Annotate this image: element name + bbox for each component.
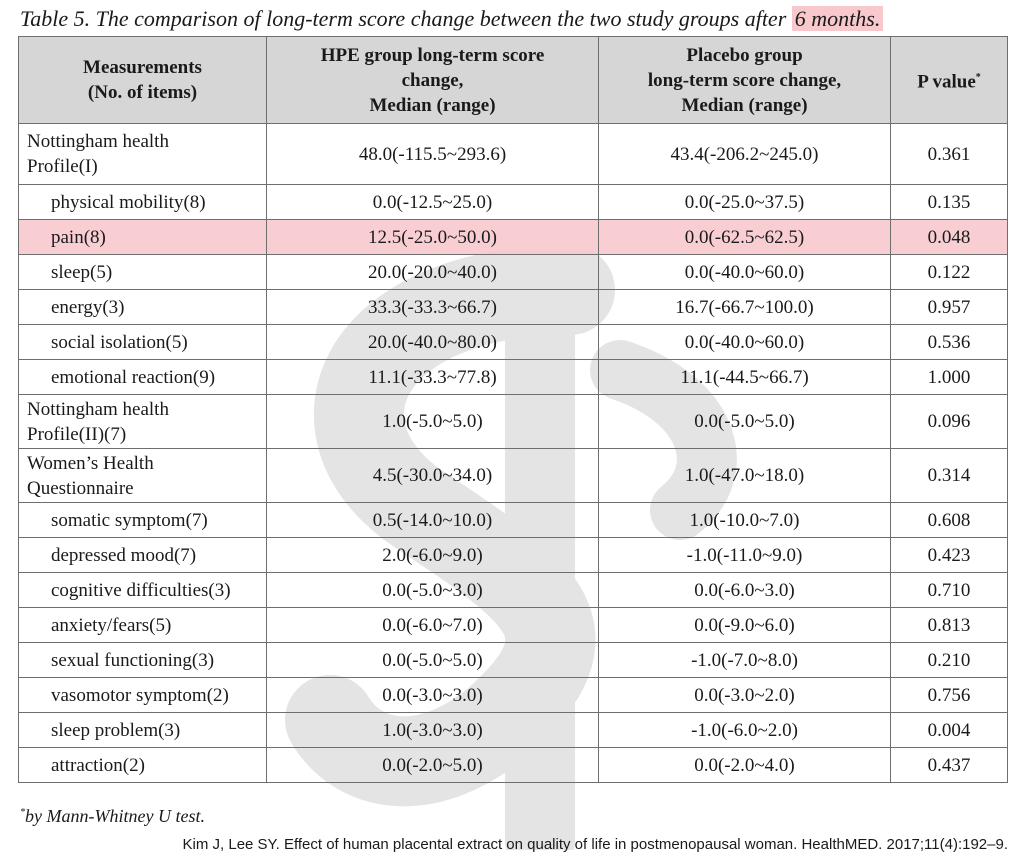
measurement-cell: Women’s Health Questionnaire [19,449,267,503]
header-measurements: Measurements (No. of items) [19,37,267,124]
placebo-cell: 0.0(-3.0~2.0) [599,678,891,713]
p-value-cell: 0.710 [891,573,1008,608]
hpe-cell: 0.0(-12.5~25.0) [267,185,599,220]
hpe-cell: 20.0(-40.0~80.0) [267,325,599,360]
placebo-cell: 0.0(-5.0~5.0) [599,395,891,449]
hpe-cell: 20.0(-20.0~40.0) [267,255,599,290]
hpe-cell: 0.0(-3.0~3.0) [267,678,599,713]
p-value-cell: 0.096 [891,395,1008,449]
comparison-table [18,36,1008,783]
placebo-cell: 43.4(-206.2~245.0) [599,124,891,185]
placebo-cell: -1.0(-7.0~8.0) [599,643,891,678]
hpe-cell: 0.0(-5.0~3.0) [267,573,599,608]
measurement-cell: cognitive difficulties(3) [19,573,267,608]
citation: Kim J, Lee SY. Effect of human placental extract on quality of life in postmenopausal woman. HealthMED. 2017;11(4):192–9. [182,836,1008,853]
placebo-cell: 0.0(-40.0~60.0) [599,255,891,290]
table-row [19,255,1008,290]
placebo-cell: -1.0(-6.0~2.0) [599,713,891,748]
p-value-cell: 0.314 [891,449,1008,503]
measurement-cell: Nottingham health Profile(I) [19,124,267,185]
table-row [19,538,1008,573]
p-value-cell: 0.361 [891,124,1008,185]
table-row [19,185,1008,220]
header-placebo-group: Placebo group long-term score change, Median (range) [599,37,891,124]
measurement-cell: attraction(2) [19,748,267,783]
placebo-cell: 1.0(-47.0~18.0) [599,449,891,503]
measurement-cell: sexual functioning(3) [19,643,267,678]
table-row [19,608,1008,643]
measurement-cell: social isolation(5) [19,325,267,360]
hpe-cell: 0.0(-2.0~5.0) [267,748,599,783]
measurement-cell: physical mobility(8) [19,185,267,220]
hpe-cell: 11.1(-33.3~77.8) [267,360,599,395]
caption-highlight: 6 months. [792,6,884,31]
table-row [19,573,1008,608]
hpe-cell: 1.0(-3.0~3.0) [267,713,599,748]
placebo-cell: 1.0(-10.0~7.0) [599,503,891,538]
measurement-cell: sleep problem(3) [19,713,267,748]
placebo-cell: 11.1(-44.5~66.7) [599,360,891,395]
placebo-cell: 0.0(-40.0~60.0) [599,325,891,360]
hpe-cell: 0.0(-5.0~5.0) [267,643,599,678]
table-row [19,290,1008,325]
table-caption [20,4,1010,34]
p-value-cell: 0.048 [891,220,1008,255]
table-row [19,360,1008,395]
hpe-cell: 2.0(-6.0~9.0) [267,538,599,573]
measurement-cell: emotional reaction(9) [19,360,267,395]
measurement-cell: anxiety/fears(5) [19,608,267,643]
measurement-cell: energy(3) [19,290,267,325]
placebo-cell: -1.0(-11.0~9.0) [599,538,891,573]
p-value-cell: 0.004 [891,713,1008,748]
measurement-cell: somatic symptom(7) [19,503,267,538]
caption-text: Table 5. The comparison of long-term score change between the two study groups after [20,6,792,31]
p-value-cell: 0.608 [891,503,1008,538]
hpe-cell: 0.0(-6.0~7.0) [267,608,599,643]
table-row [19,678,1008,713]
p-value-cell: 0.210 [891,643,1008,678]
hpe-cell: 33.3(-33.3~66.7) [267,290,599,325]
hpe-cell: 4.5(-30.0~34.0) [267,449,599,503]
header-p-value: P value* [891,37,1008,124]
table-row [19,713,1008,748]
p-value-cell: 0.957 [891,290,1008,325]
hpe-cell: 1.0(-5.0~5.0) [267,395,599,449]
table-footnote: *by Mann-Whitney U test. [20,806,205,826]
p-value-cell: 0.756 [891,678,1008,713]
p-value-cell: 0.135 [891,185,1008,220]
placebo-cell: 0.0(-2.0~4.0) [599,748,891,783]
placebo-cell: 0.0(-6.0~3.0) [599,573,891,608]
hpe-cell: 48.0(-115.5~293.6) [267,124,599,185]
p-value-cell: 0.122 [891,255,1008,290]
measurement-cell: pain(8) [19,220,267,255]
p-value-cell: 0.423 [891,538,1008,573]
p-value-cell: 0.536 [891,325,1008,360]
table-row [19,449,1008,503]
table-header-row [19,37,1008,124]
p-value-cell: 0.437 [891,748,1008,783]
table-row [19,503,1008,538]
header-hpe-group: HPE group long-term score change, Median (range) [267,37,599,124]
p-value-cell: 0.813 [891,608,1008,643]
measurement-cell: sleep(5) [19,255,267,290]
hpe-cell: 12.5(-25.0~50.0) [267,220,599,255]
measurement-cell: Nottingham health Profile(II)(7) [19,395,267,449]
table-row [19,124,1008,185]
measurement-cell: depressed mood(7) [19,538,267,573]
placebo-cell: 0.0(-9.0~6.0) [599,608,891,643]
table-row [19,395,1008,449]
placebo-cell: 0.0(-25.0~37.5) [599,185,891,220]
p-value-cell: 1.000 [891,360,1008,395]
placebo-cell: 0.0(-62.5~62.5) [599,220,891,255]
table-row [19,748,1008,783]
table-row [19,325,1008,360]
placebo-cell: 16.7(-66.7~100.0) [599,290,891,325]
measurement-cell: vasomotor symptom(2) [19,678,267,713]
hpe-cell: 0.5(-14.0~10.0) [267,503,599,538]
table-row-highlighted [19,220,1008,255]
table-row [19,643,1008,678]
